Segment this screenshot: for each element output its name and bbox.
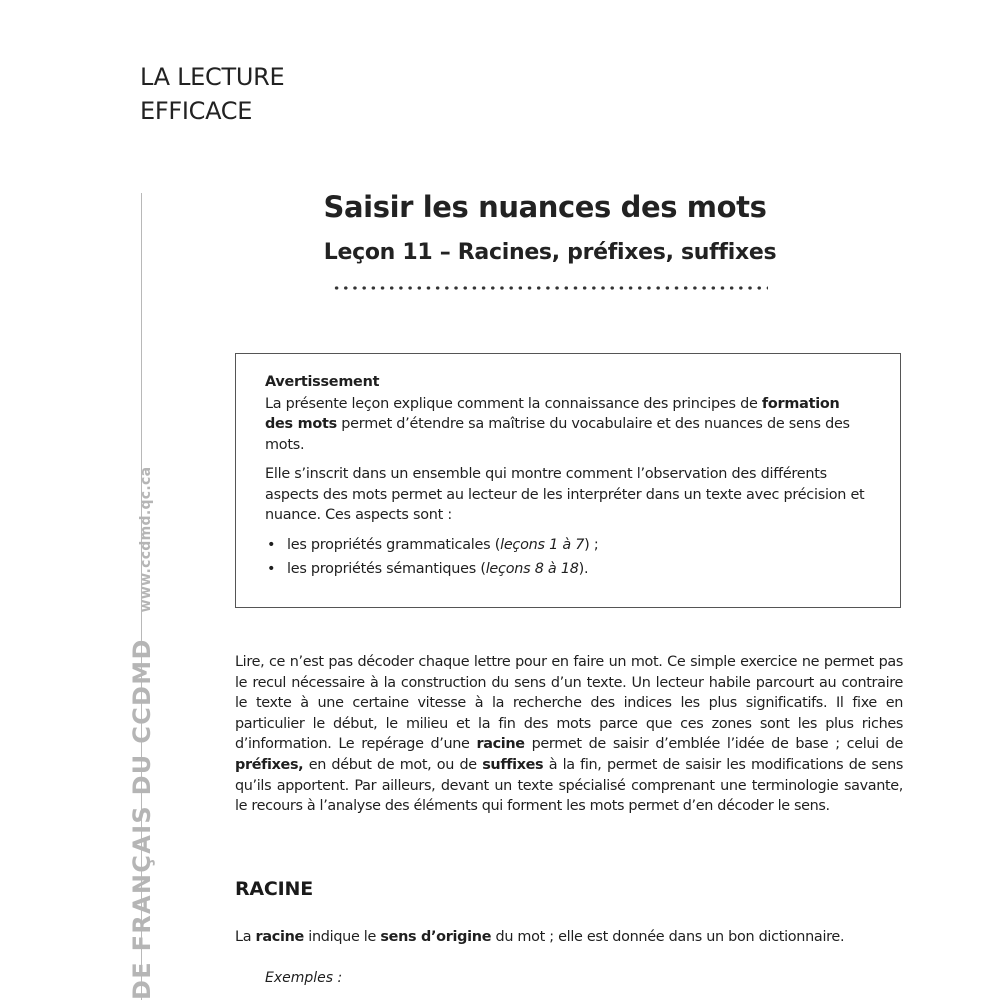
series-title	[140, 60, 284, 128]
definition-line: La racine indique le sens d’origine du mot ; elle est donnée dans un bon dictionnaire.	[235, 929, 845, 945]
examples-label: Exemples :	[265, 970, 343, 986]
notice-heading: Avertissement	[265, 374, 380, 390]
sidebar-brand: DE FRANÇAIS DU CCDMD	[128, 638, 156, 1000]
vertical-sidebar-text	[128, 467, 156, 1000]
series-title-line-1: LA LECTURE	[140, 63, 285, 91]
lesson-subtitle: Leçon 11 – Racines, préfixes, suffixes	[323, 240, 777, 265]
dotted-separator	[332, 284, 768, 292]
notice-box	[235, 353, 901, 608]
series-title-line-2: EFFICACE	[140, 97, 253, 125]
notice-list	[265, 535, 872, 580]
notice-paragraph-2: Elle s’inscrit dans un ensemble qui montre comment l’observation des différents aspects des mots permet au lecteur de les interpréter dans un texte avec précision et nuance. Ces aspects sont :	[265, 466, 865, 523]
body-paragraph: Lire, ce n’est pas décoder chaque lettre pour en faire un mot. Ce simple exercice ne permet pas le recul nécessaire à la construction du sens d’un texte. Un lecteur habile parcourt au contraire le texte à une certaine vitesse à la recherche des indices les plus significatifs. Il fixe en particulier le début, le milieu et la fin des mots parce que ces zones sont les plus riches d’information. Le repérage d’une racine permet de saisir d’emblée l’idée de base ; celui de préfixes, en début de mot, ou de suffixes à la fin, permet de saisir les modifications de sens qu’ils apportent. Par ailleurs, devant un texte spécialisé comprenant une terminologie savante, le recours à l’analyse des éléments qui forment les mots permet d’en décoder le sens.	[235, 654, 903, 815]
notice-paragraph-1: La présente leçon explique comment la connaissance des principes de formation des mots permet d’étendre sa maîtrise du vocabulaire et des nuances de sens des mots.	[265, 395, 850, 453]
list-item: • les propriétés sémantiques (leçons 8 à 18).	[265, 559, 872, 580]
list-item: • les propriétés grammaticales (leçons 1 à 7) ;	[265, 535, 872, 556]
page-title: Saisir les nuances des mots	[323, 190, 767, 224]
sidebar-url: www.ccdmd.qc.ca	[138, 466, 154, 613]
section-heading: RACINE	[235, 878, 314, 900]
